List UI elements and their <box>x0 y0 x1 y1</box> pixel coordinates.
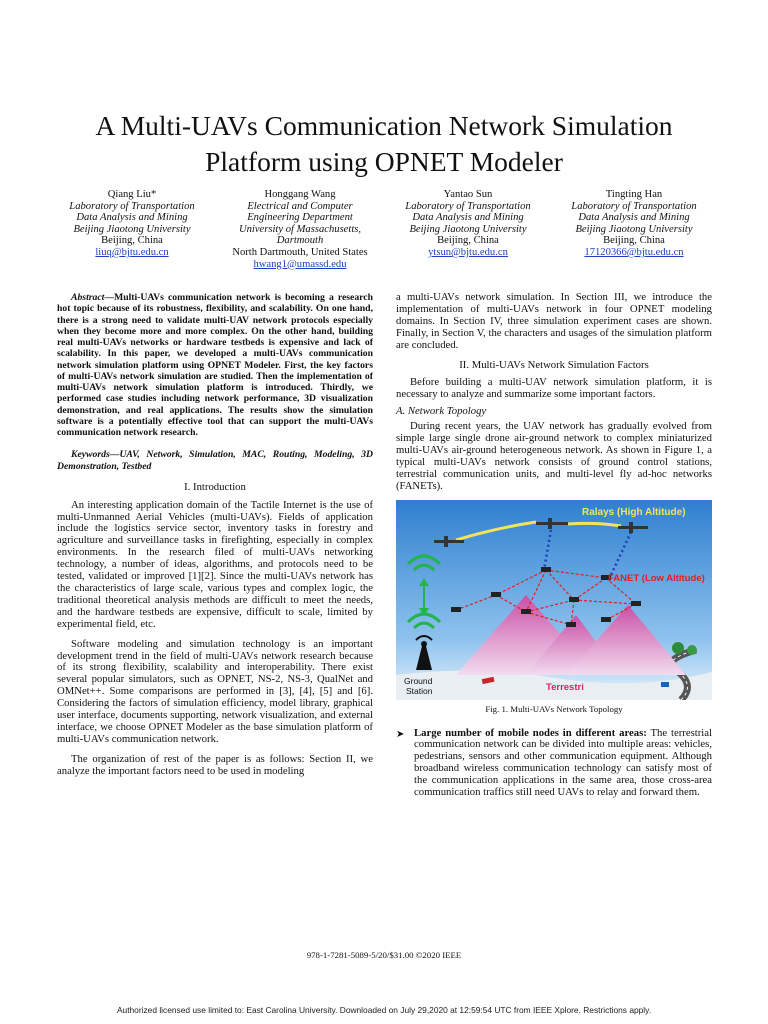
author-affiliation: Data Analysis and Mining <box>76 212 188 224</box>
intro-paragraph-1: An interesting application domain of the Tactile Internet is the use of multi-Unmanned Aerial Vehicles (multi-UAVs). Fields of application include the logistics service sector, inventory tasks in forestry and agriculture and surveillance tasks in firefighting, especially in complex environments. In the research filed of multi-UAVs networking technology, a number of ideas, algorithms, and protocols need to be tested, validated or improved [1][2]. Since the multi-UAVs network has the characteristics of large scale, various types and complex logic, the traditional theoretical analysis methods are difficult to meet the needs, and the hardware testbeds are expensive, difficult to scale, limited by experimental field, etc. <box>57 498 373 630</box>
bullet-body: The terrestrial communication network can be divided into multiple areas: vehicles, pedestrians, sensors and other communication equipment. Although broadband wireless communication technology can satisfy most of the communication applications in the same area, those cross-area communication traffics still need UAVs to relay and forward them. <box>414 726 712 799</box>
paper-title <box>40 108 728 180</box>
author-affiliation: Beijing Jiaotong University <box>73 223 191 235</box>
topology-diagram <box>396 500 712 700</box>
subsection-a-paragraph: During recent years, the UAV network has gradually evolved from simple large single drone air-ground network to complex miniaturized multi-UAVs air-ground heterogeneous network. As shown in Figure 1, a typical multi-UAVs network consists of ground control stations, terrestrial communication units, and multi-level fly ad-hoc networks (FANETs). <box>396 420 712 492</box>
author-name: Tingting Han <box>605 189 663 200</box>
author-4 <box>556 189 712 259</box>
author-affiliation: Beijing Jiaotong University <box>575 223 693 235</box>
author-email-link[interactable]: 17120366@bjtu.edu.cn <box>584 246 684 258</box>
author-3 <box>390 189 546 259</box>
right-paragraph-1: a multi-UAVs network simulation. In Section III, we introduce the implementation of multi-UAVs network in four OPNET modeling domains. In Section IV, three simulation experiment cases are shown. Finally, in Section V, the characters and usages of the simulation platform are concluded. <box>396 291 712 351</box>
author-location: Beijing, China <box>101 235 163 247</box>
author-email-link[interactable]: hwang1@umassd.edu <box>253 258 347 270</box>
left-column <box>57 292 373 786</box>
author-affiliation: Electrical and Computer <box>247 200 353 212</box>
author-name: Honggang Wang <box>264 189 336 200</box>
author-affiliation: Data Analysis and Mining <box>578 212 690 224</box>
terrestrial-label: Terrestri <box>546 681 584 693</box>
figure-caption: Fig. 1. Multi-UAVs Network Topology <box>485 703 623 714</box>
arrow-bullet-icon: ➤ <box>396 728 405 740</box>
figure-network-topology <box>396 500 712 700</box>
author-affiliation: Laboratory of Transportation <box>69 200 195 212</box>
tree <box>687 645 697 655</box>
ground-label-1: Ground <box>404 675 433 686</box>
vehicle <box>661 682 669 687</box>
author-2 <box>212 189 388 270</box>
intro-paragraph-2: Software modeling and simulation technology is an important development trend in the field of multi-UAVs network research because of its strong flexibility, scalability and interoperability. There exist several popular simulators, such as OPNET, NS-2, NS-3, QualNet and OMNet++. Some comparisons are performed in [3], [4], [5] and [6]. Considering the factors of simulation efficiency, model library, graphical user interface, documents supporting, network visualization, and external interface, we choose OPNET Modeler as the base simulation platform of multi-UAVs communication network. <box>57 637 373 745</box>
author-affiliation: University of Massachusetts, <box>238 223 362 235</box>
bullet-item <box>396 728 712 799</box>
subsection-a-heading: A. Network Topology <box>396 405 487 418</box>
license-notice: Authorized licensed use limited to: East Carolina University. Downloaded on July 29,2020 at 12:59:54 UTC from IEEE Xplore. Restrictions apply. <box>116 1005 652 1015</box>
ground-label-2: Station <box>406 685 433 696</box>
abstract-text: —Multi-UAVs communication network is becoming a research hot topic because of its robustness, flexibility, and scalability. On one hand, there is a strong need to validate multi-UAV network protocols especially when they become more and more complex. On the other hand, building real multi-UAVs networks or hardware testbeds is expensive and lack of scalability. In this paper, we developed a multi-UAVs communication network simulation platform using OPNET Modeler. First, the key factors of multi-UAVs network simulation are studied. Then the implementation of multi-UAVs network simulation platform is introduced. Thirdly, we performed case studies including network performance, 3D visualization demonstration, and real applications. The results show the simulation software is a potentially effective tool that can support the multi-UAVs communication network research. <box>57 292 373 438</box>
author-affiliation: Data Analysis and Mining <box>412 212 524 224</box>
tree <box>672 642 684 654</box>
author-1 <box>54 189 210 259</box>
fanet-label: FANET (Low Altitude) <box>608 572 705 584</box>
author-affiliation: Dartmouth <box>276 235 324 247</box>
author-affiliation: Engineering Department <box>247 212 353 224</box>
abstract <box>57 292 373 438</box>
author-affiliation: Laboratory of Transportation <box>571 200 697 212</box>
title-line-1: A Multi-UAVs Communication Network Simulation <box>95 110 673 141</box>
section-2-heading: II. Multi-UAVs Network Simulation Factors <box>459 358 649 371</box>
author-email-link[interactable]: liuq@bjtu.edu.cn <box>95 246 169 258</box>
abstract-lead: Abstract <box>71 292 105 303</box>
author-block <box>0 189 768 279</box>
author-name: Qiang Liu* <box>107 189 157 200</box>
copyright-code: 978-1-7281-5089-5/20/$31.00 ©2020 IEEE <box>306 950 462 960</box>
author-location: Beijing, China <box>437 235 499 247</box>
section-2-paragraph: Before building a multi-UAV network simulation platform, it is necessary to analyze and summarize some important factors. <box>396 376 712 401</box>
keywords: Keywords—UAV, Network, Simulation, MAC, Routing, Modeling, 3D Demonstration, Testbed <box>57 449 373 472</box>
author-name: Yantao Sun <box>443 189 493 200</box>
author-location: North Dartmouth, United States <box>232 246 368 258</box>
bullet-bold: Large number of mobile nodes in different areas: <box>414 726 647 739</box>
section-1-heading: I. Introduction <box>184 480 246 493</box>
author-affiliation: Beijing Jiaotong University <box>409 223 527 235</box>
title-line-2: Platform using OPNET Modeler <box>205 146 563 177</box>
bullet-text <box>414 728 712 799</box>
right-column <box>396 292 712 799</box>
author-location: Beijing, China <box>603 235 665 247</box>
author-email-link[interactable]: ytsun@bjtu.edu.cn <box>428 246 508 258</box>
author-affiliation: Laboratory of Transportation <box>405 200 531 212</box>
relays-label: Ralays (High Altitude) <box>582 506 686 518</box>
intro-paragraph-3: The organization of rest of the paper is as follows: Section II, we analyze the important factors need to be used in modeling <box>57 752 373 777</box>
